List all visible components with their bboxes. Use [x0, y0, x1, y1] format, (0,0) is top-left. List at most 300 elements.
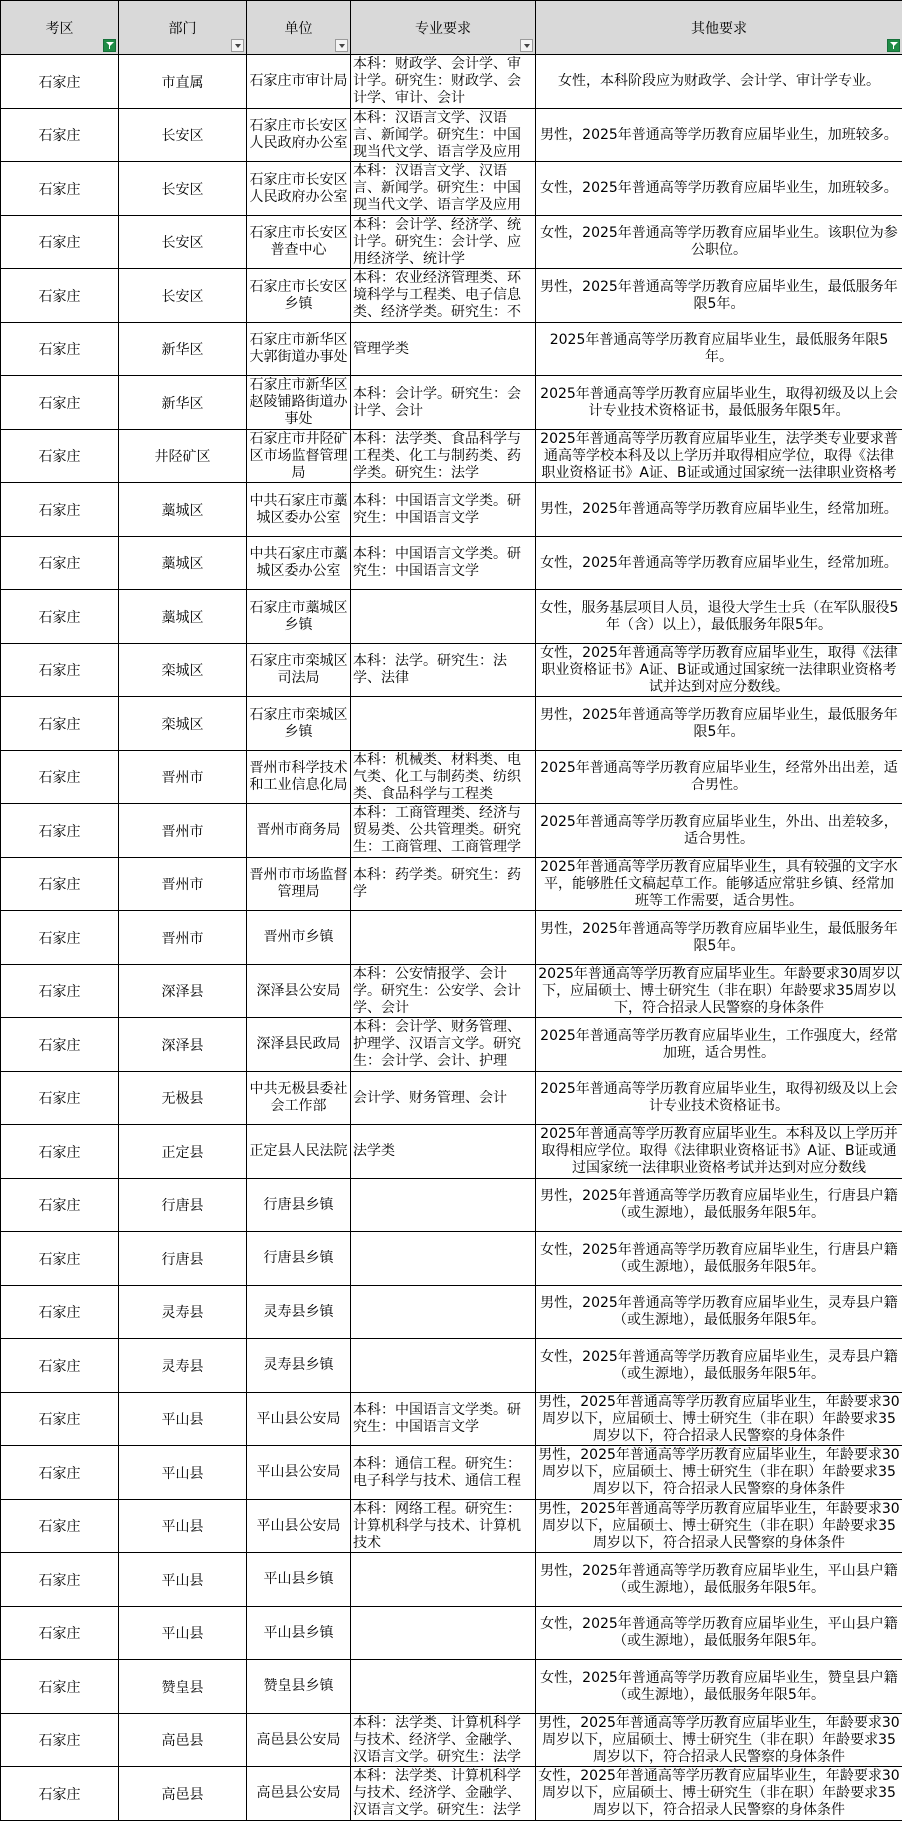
cell-major[interactable]: [351, 804, 536, 858]
cell-dept[interactable]: [119, 216, 247, 269]
cell-unit[interactable]: [247, 1339, 351, 1393]
cell-text: 高邑县: [162, 1787, 204, 1803]
cell-other[interactable]: [536, 644, 902, 697]
cell-other[interactable]: [536, 1500, 902, 1553]
cell-text: 女性，2025年普通高等学历教育应届毕业生，灵寿县户籍（或生源地），最低服务年限5年。: [536, 1349, 902, 1383]
cell-dept[interactable]: [119, 430, 247, 483]
cell-dept[interactable]: [119, 1767, 247, 1821]
cell-major[interactable]: [351, 1553, 536, 1607]
cell-text: 石家庄: [39, 1519, 81, 1535]
table-row: [1, 1125, 902, 1179]
cell-text: 本科：汉语言文学、汉语言、新闻学。研究生：中国现当代文学、语言学及应用: [351, 163, 535, 214]
cell-zone[interactable]: [1, 430, 119, 483]
cell-major[interactable]: [351, 269, 536, 323]
cell-unit[interactable]: [247, 1767, 351, 1821]
cell-dept[interactable]: [119, 376, 247, 430]
cell-major[interactable]: [351, 1232, 536, 1286]
cell-unit[interactable]: [247, 537, 351, 590]
cell-text: 深泽县: [162, 984, 204, 1000]
cell-zone[interactable]: [1, 1286, 119, 1339]
cell-zone[interactable]: [1, 376, 119, 430]
table-row: [1, 1607, 902, 1660]
cell-dept[interactable]: [119, 1500, 247, 1553]
table-row: [1, 1072, 902, 1125]
cell-text: 深泽县: [162, 1038, 204, 1054]
cell-dept[interactable]: [119, 697, 247, 751]
cell-other[interactable]: [536, 1339, 902, 1393]
cell-other[interactable]: [536, 216, 902, 269]
cell-text: 石家庄: [39, 1412, 81, 1428]
cell-other[interactable]: [536, 1232, 902, 1286]
cell-major[interactable]: [351, 323, 536, 376]
cell-zone[interactable]: [1, 483, 119, 537]
cell-other[interactable]: [536, 1660, 902, 1714]
cell-dept[interactable]: [119, 804, 247, 858]
cell-major[interactable]: [351, 1179, 536, 1232]
cell-text: 无极县: [162, 1091, 204, 1107]
cell-other[interactable]: [536, 1553, 902, 1607]
cell-text: 石家庄: [39, 396, 81, 412]
cell-major[interactable]: [351, 55, 536, 109]
cell-text: 藁城区: [162, 610, 204, 626]
cell-major[interactable]: [351, 911, 536, 965]
cell-dept[interactable]: [119, 1660, 247, 1714]
cell-other[interactable]: [536, 965, 902, 1018]
cell-major[interactable]: [351, 1714, 536, 1767]
cell-text: 男性，2025年普通高等学历教育应届毕业生，年龄要求30周岁以下，应届硕士、博士研究生（非在职）年龄要求35周岁以下，符合招录人民警察的身体条件: [536, 1394, 902, 1445]
cell-dept[interactable]: [119, 751, 247, 804]
cell-zone[interactable]: [1, 1393, 119, 1446]
cell-text: 晋州市: [162, 824, 204, 840]
cell-unit[interactable]: [247, 804, 351, 858]
cell-major[interactable]: [351, 1018, 536, 1072]
cell-text: 男性，2025年普通高等学历教育应届毕业生，行唐县户籍（或生源地），最低服务年限5年。: [536, 1188, 902, 1222]
cell-major[interactable]: [351, 751, 536, 804]
cell-zone[interactable]: [1, 109, 119, 162]
cell-other[interactable]: [536, 1767, 902, 1821]
cell-zone[interactable]: [1, 216, 119, 269]
table-row: [1, 483, 902, 537]
cell-text: 石家庄: [39, 1145, 81, 1161]
cell-dept[interactable]: [119, 1607, 247, 1660]
filter-dropdown-icon[interactable]: [335, 39, 348, 52]
filter-dropdown-icon[interactable]: [231, 39, 244, 52]
cell-other[interactable]: [536, 109, 902, 162]
cell-text: 会计学、财务管理、会计: [351, 1090, 535, 1107]
cell-text: 本科：中国语言文学类。研究生：中国语言文学: [351, 1402, 535, 1436]
cell-dept[interactable]: [119, 323, 247, 376]
table-row: [1, 697, 902, 751]
cell-text: 石家庄市藁城区乡镇: [247, 600, 350, 634]
cell-zone[interactable]: [1, 1660, 119, 1714]
cell-dept[interactable]: [119, 1446, 247, 1500]
cell-other[interactable]: [536, 483, 902, 537]
cell-dept[interactable]: [119, 1286, 247, 1339]
cell-text: 平山县公安局: [247, 1518, 350, 1535]
cell-text: 赞皇县乡镇: [247, 1678, 350, 1695]
table-row: [1, 1767, 902, 1821]
cell-zone[interactable]: [1, 751, 119, 804]
cell-text: 石家庄: [39, 770, 81, 786]
cell-zone[interactable]: [1, 1125, 119, 1179]
cell-unit[interactable]: [247, 644, 351, 697]
cell-text: 本科：工商管理类、经济与贸易类、公共管理类。研究生：工商管理、工商管理学: [351, 805, 535, 856]
cell-zone[interactable]: [1, 1446, 119, 1500]
cell-text: 本科：法学。研究生：法学、法律: [351, 653, 535, 687]
cell-dept[interactable]: [119, 911, 247, 965]
cell-zone[interactable]: [1, 1179, 119, 1232]
cell-text: 藁城区: [162, 556, 204, 572]
cell-dept[interactable]: [119, 269, 247, 323]
cell-text: 高邑县公安局: [247, 1732, 350, 1749]
cell-text: 石家庄: [39, 1680, 81, 1696]
cell-text: 本科：中国语言文学类。研究生：中国语言文学: [351, 546, 535, 580]
cell-text: 石家庄: [39, 717, 81, 733]
cell-other[interactable]: [536, 1714, 902, 1767]
header-unit: [247, 1, 351, 55]
cell-text: 平山县公安局: [247, 1411, 350, 1428]
cell-dept[interactable]: [119, 1553, 247, 1607]
cell-other[interactable]: [536, 1125, 902, 1179]
cell-zone[interactable]: [1, 1500, 119, 1553]
cell-unit[interactable]: [247, 109, 351, 162]
cell-major[interactable]: [351, 1500, 536, 1553]
cell-other[interactable]: [536, 911, 902, 965]
cell-text: 新华区: [162, 396, 204, 412]
cell-major[interactable]: [351, 109, 536, 162]
cell-unit[interactable]: [247, 1553, 351, 1607]
cell-text: 石家庄市栾城区司法局: [247, 653, 350, 687]
table-row: [1, 216, 902, 269]
cell-text: 女性，服务基层项目人员，退役大学生士兵（在军队服役5年（含）以上），最低服务年限5年。: [536, 600, 902, 634]
cell-unit[interactable]: [247, 430, 351, 483]
cell-dept[interactable]: [119, 1714, 247, 1767]
filter-active-icon[interactable]: [103, 39, 116, 52]
cell-zone[interactable]: [1, 858, 119, 911]
cell-text: 男性，2025年普通高等学历教育应届毕业生，年龄要求30周岁以下，应届硕士、博士研究生（非在职）年龄要求35周岁以下，符合招录人民警察的身体条件: [536, 1501, 902, 1552]
cell-other[interactable]: [536, 1286, 902, 1339]
cell-other[interactable]: [536, 590, 902, 644]
cell-zone[interactable]: [1, 162, 119, 216]
cell-major[interactable]: [351, 1072, 536, 1125]
cell-text: 本科：机械类、材料类、电气类、化工与制药类、纺织类、食品科学与工程类: [351, 752, 535, 803]
cell-dept[interactable]: [119, 1125, 247, 1179]
cell-dept[interactable]: [119, 1018, 247, 1072]
cell-other[interactable]: [536, 162, 902, 216]
cell-zone[interactable]: [1, 55, 119, 109]
cell-unit[interactable]: [247, 1286, 351, 1339]
table-row: [1, 162, 902, 216]
cell-text: 石家庄: [39, 1626, 81, 1642]
cell-major[interactable]: [351, 1125, 536, 1179]
cell-unit[interactable]: [247, 1446, 351, 1500]
cell-text: 女性，2025年普通高等学历教育应届毕业生。该职位为参公职位。: [536, 225, 902, 259]
cell-other[interactable]: [536, 804, 902, 858]
cell-dept[interactable]: [119, 1339, 247, 1393]
cell-unit[interactable]: [247, 697, 351, 751]
cell-text: 石家庄: [39, 1573, 81, 1589]
cell-text: 本科：会计学、经济学、统计学。研究生：会计学、应用经济学、统计学: [351, 217, 535, 268]
header-label: 单位: [285, 18, 313, 38]
cell-unit[interactable]: [247, 269, 351, 323]
cell-dept[interactable]: [119, 483, 247, 537]
cell-major[interactable]: [351, 1446, 536, 1500]
cell-unit[interactable]: [247, 1179, 351, 1232]
cell-text: 石家庄: [39, 503, 81, 519]
cell-text: 女性，2025年普通高等学历教育应届毕业生，加班较多。: [536, 180, 902, 197]
table-row: [1, 1446, 902, 1500]
cell-major[interactable]: [351, 537, 536, 590]
cell-dept[interactable]: [119, 162, 247, 216]
header-zone: [1, 1, 119, 55]
cell-zone[interactable]: [1, 1232, 119, 1286]
cell-major[interactable]: [351, 697, 536, 751]
cell-other[interactable]: [536, 1446, 902, 1500]
cell-unit[interactable]: [247, 162, 351, 216]
cell-zone[interactable]: [1, 644, 119, 697]
cell-dept[interactable]: [119, 537, 247, 590]
cell-unit[interactable]: [247, 1018, 351, 1072]
cell-major[interactable]: [351, 483, 536, 537]
cell-other[interactable]: [536, 323, 902, 376]
cell-text: 石家庄: [39, 556, 81, 572]
cell-zone[interactable]: [1, 1714, 119, 1767]
cell-text: 2025年普通高等学历教育应届毕业生。年龄要求30周岁以下，应届硕士、博士研究生（非在职）年龄要求35周岁以下，符合招录人民警察的身体条件: [536, 966, 902, 1017]
cell-text: 平山县公安局: [247, 1464, 350, 1481]
cell-text: 平山县: [162, 1573, 204, 1589]
cell-text: 女性，2025年普通高等学历教育应届毕业生，年龄要求30周岁以下，应届硕士、博士研究生（非在职）年龄要求35周岁以下，符合招录人民警察的身体条件: [536, 1768, 902, 1819]
cell-zone[interactable]: [1, 965, 119, 1018]
cell-text: 晋州市: [162, 770, 204, 786]
cell-major[interactable]: [351, 644, 536, 697]
cell-text: 石家庄: [39, 1198, 81, 1214]
table-row: [1, 1286, 902, 1339]
cell-text: 石家庄: [39, 931, 81, 947]
cell-unit[interactable]: [247, 1714, 351, 1767]
cell-other[interactable]: [536, 858, 902, 911]
cell-dept[interactable]: [119, 109, 247, 162]
table-row: [1, 269, 902, 323]
table-row: [1, 1393, 902, 1446]
cell-dept[interactable]: [119, 644, 247, 697]
cell-zone[interactable]: [1, 911, 119, 965]
cell-text: 石家庄市审计局: [247, 73, 350, 90]
cell-unit[interactable]: [247, 216, 351, 269]
cell-text: 平山县: [162, 1626, 204, 1642]
cell-dept[interactable]: [119, 1179, 247, 1232]
cell-unit[interactable]: [247, 1072, 351, 1125]
cell-major[interactable]: [351, 1607, 536, 1660]
cell-major[interactable]: [351, 1660, 536, 1714]
table-row: [1, 858, 902, 911]
cell-text: 本科：公安情报学、会计学。研究生：公安学、会计学、会计: [351, 966, 535, 1017]
cell-text: 管理学类: [351, 341, 535, 358]
cell-other[interactable]: [536, 1072, 902, 1125]
cell-zone[interactable]: [1, 1018, 119, 1072]
cell-major[interactable]: [351, 376, 536, 430]
cell-text: 灵寿县乡镇: [247, 1357, 350, 1374]
cell-other[interactable]: [536, 55, 902, 109]
cell-zone[interactable]: [1, 590, 119, 644]
header-other: [536, 1, 902, 55]
cell-zone[interactable]: [1, 1767, 119, 1821]
cell-text: 2025年普通高等学历教育应届毕业生，具有较强的文字水平，能够胜任文稿起草工作。能够适应常驻乡镇、经常加班等工作需要，适合男性。: [536, 859, 902, 910]
cell-text: 2025年普通高等学历教育应届毕业生，取得初级及以上会计专业技术资格证书。: [536, 1081, 902, 1115]
cell-text: 男性，2025年普通高等学历教育应届毕业生，加班较多。: [536, 127, 902, 144]
cell-text: 本科：法学类、计算机科学与技术、经济学、金融学、汉语言文学。研究生：法学: [351, 1715, 535, 1766]
cell-zone[interactable]: [1, 537, 119, 590]
cell-dept[interactable]: [119, 590, 247, 644]
cell-other[interactable]: [536, 376, 902, 430]
cell-unit[interactable]: [247, 1500, 351, 1553]
cell-zone[interactable]: [1, 1339, 119, 1393]
cell-text: 男性，2025年普通高等学历教育应届毕业生，年龄要求30周岁以下，应届硕士、博士研究生（非在职）年龄要求35周岁以下，符合招录人民警察的身体条件: [536, 1447, 902, 1498]
cell-text: 2025年普通高等学历教育应届毕业生，取得初级及以上会计专业技术资格证书，最低服务年限5年。: [536, 386, 902, 420]
cell-other[interactable]: [536, 1607, 902, 1660]
cell-text: 石家庄: [39, 1787, 81, 1803]
table-row: [1, 537, 902, 590]
table-row: [1, 751, 902, 804]
cell-text: 行唐县乡镇: [247, 1250, 350, 1267]
cell-text: 行唐县: [162, 1198, 204, 1214]
cell-zone[interactable]: [1, 269, 119, 323]
cell-unit[interactable]: [247, 1393, 351, 1446]
cell-unit[interactable]: [247, 751, 351, 804]
cell-dept[interactable]: [119, 1072, 247, 1125]
cell-other[interactable]: [536, 537, 902, 590]
cell-zone[interactable]: [1, 697, 119, 751]
table-row: [1, 965, 902, 1018]
cell-other[interactable]: [536, 751, 902, 804]
cell-zone[interactable]: [1, 804, 119, 858]
cell-text: 男性，2025年普通高等学历教育应届毕业生，平山县户籍（或生源地），最低服务年限5年。: [536, 1563, 902, 1597]
cell-unit[interactable]: [247, 55, 351, 109]
cell-major[interactable]: [351, 216, 536, 269]
cell-other[interactable]: [536, 269, 902, 323]
cell-text: 本科：汉语言文学、汉语言、新闻学。研究生：中国现当代文学、语言学及应用: [351, 110, 535, 161]
cell-major[interactable]: [351, 1286, 536, 1339]
cell-unit[interactable]: [247, 1232, 351, 1286]
cell-zone[interactable]: [1, 1607, 119, 1660]
cell-other[interactable]: [536, 1393, 902, 1446]
cell-dept[interactable]: [119, 55, 247, 109]
cell-text: 平山县乡镇: [247, 1571, 350, 1588]
cell-text: 灵寿县: [162, 1305, 204, 1321]
cell-zone[interactable]: [1, 1553, 119, 1607]
cell-unit[interactable]: [247, 590, 351, 644]
cell-unit[interactable]: [247, 376, 351, 430]
cell-text: 本科：法学类、食品科学与工程类、化工与制药类、药学类。研究生：法学: [351, 431, 535, 482]
cell-other[interactable]: [536, 1179, 902, 1232]
cell-text: 男性，2025年普通高等学历教育应届毕业生，最低服务年限5年。: [536, 279, 902, 313]
cell-text: 中共石家庄市藁城区委办公室: [247, 546, 350, 580]
cell-text: 晋州市市场监督管理局: [247, 867, 350, 901]
cell-other[interactable]: [536, 1018, 902, 1072]
cell-text: 石家庄: [39, 1252, 81, 1268]
cell-text: 石家庄: [39, 1091, 81, 1107]
cell-text: 石家庄市长安区乡镇: [247, 279, 350, 313]
cell-major[interactable]: [351, 1339, 536, 1393]
cell-text: 中共无极县委社会工作部: [247, 1081, 350, 1115]
cell-major[interactable]: [351, 1393, 536, 1446]
cell-text: 平山县: [162, 1466, 204, 1482]
cell-text: 2025年普通高等学历教育应届毕业生，法学类专业要求普通高等学校本科及以上学历并取得相应学位，取得《法律职业资格证书》A证、B证或通过国家统一法律职业资格考: [536, 431, 902, 482]
cell-unit[interactable]: [247, 1660, 351, 1714]
table-row: [1, 1179, 902, 1232]
cell-text: 行唐县: [162, 1252, 204, 1268]
cell-major[interactable]: [351, 965, 536, 1018]
filter-dropdown-icon[interactable]: [520, 39, 533, 52]
cell-major[interactable]: [351, 162, 536, 216]
cell-text: 石家庄: [39, 984, 81, 1000]
cell-dept[interactable]: [119, 1232, 247, 1286]
cell-text: 石家庄市新华区大郭街道办事处: [247, 332, 350, 366]
cell-other[interactable]: [536, 697, 902, 751]
cell-text: 石家庄市井陉矿区市场监督管理局: [247, 431, 350, 482]
cell-unit[interactable]: [247, 911, 351, 965]
cell-major[interactable]: [351, 430, 536, 483]
cell-text: 男性，2025年普通高等学历教育应届毕业生，灵寿县户籍（或生源地），最低服务年限5年。: [536, 1295, 902, 1329]
header-dept: [119, 1, 247, 55]
cell-text: 男性，2025年普通高等学历教育应届毕业生，经常加班。: [536, 501, 902, 518]
cell-text: 井陉矿区: [155, 449, 211, 465]
cell-zone[interactable]: [1, 1072, 119, 1125]
cell-text: 石家庄: [39, 235, 81, 251]
cell-text: 晋州市商务局: [247, 822, 350, 839]
cell-text: 中共石家庄市藁城区委办公室: [247, 493, 350, 527]
cell-text: 法学类: [351, 1143, 535, 1160]
cell-other[interactable]: [536, 430, 902, 483]
cell-text: 深泽县民政局: [247, 1036, 350, 1053]
header-label: 专业要求: [415, 18, 471, 38]
cell-text: 平山县: [162, 1519, 204, 1535]
cell-dept[interactable]: [119, 1393, 247, 1446]
cell-text: 石家庄市长安区人民政府办公室: [247, 172, 350, 206]
cell-major[interactable]: [351, 1767, 536, 1821]
cell-unit[interactable]: [247, 1125, 351, 1179]
cell-text: 女性，本科阶段应为财政学、会计学、审计学专业。: [536, 73, 902, 90]
cell-unit[interactable]: [247, 1607, 351, 1660]
cell-unit[interactable]: [247, 965, 351, 1018]
cell-dept[interactable]: [119, 965, 247, 1018]
cell-text: 石家庄: [39, 824, 81, 840]
cell-text: 石家庄: [39, 128, 81, 144]
cell-major[interactable]: [351, 590, 536, 644]
cell-text: 高邑县: [162, 1733, 204, 1749]
cell-text: 2025年普通高等学历教育应届毕业生，工作强度大，经常加班，适合男性。: [536, 1028, 902, 1062]
filter-active-icon[interactable]: [887, 39, 900, 52]
cell-text: 本科：药学类。研究生：药学: [351, 867, 535, 901]
header-label: 部门: [169, 18, 197, 38]
cell-unit[interactable]: [247, 858, 351, 911]
cell-text: 2025年普通高等学历教育应届毕业生。本科及以上学历并取得相应学位。取得《法律职业资格证书》A证、B证或通过国家统一法律职业资格考试并达到对应分数线: [536, 1126, 902, 1177]
cell-text: 晋州市: [162, 931, 204, 947]
cell-unit[interactable]: [247, 323, 351, 376]
cell-dept[interactable]: [119, 858, 247, 911]
cell-text: 石家庄: [39, 1038, 81, 1054]
cell-text: 石家庄: [39, 610, 81, 626]
cell-major[interactable]: [351, 858, 536, 911]
table-row: [1, 55, 902, 109]
cell-zone[interactable]: [1, 323, 119, 376]
cell-text: 新华区: [162, 342, 204, 358]
cell-text: 长安区: [162, 235, 204, 251]
header-row: [1, 1, 902, 55]
cell-text: 本科：会计学、财务管理、护理学、汉语言文学。研究生：会计学、会计、护理: [351, 1019, 535, 1070]
cell-unit[interactable]: [247, 483, 351, 537]
cell-text: 长安区: [162, 289, 204, 305]
cell-text: 赞皇县: [162, 1680, 204, 1696]
